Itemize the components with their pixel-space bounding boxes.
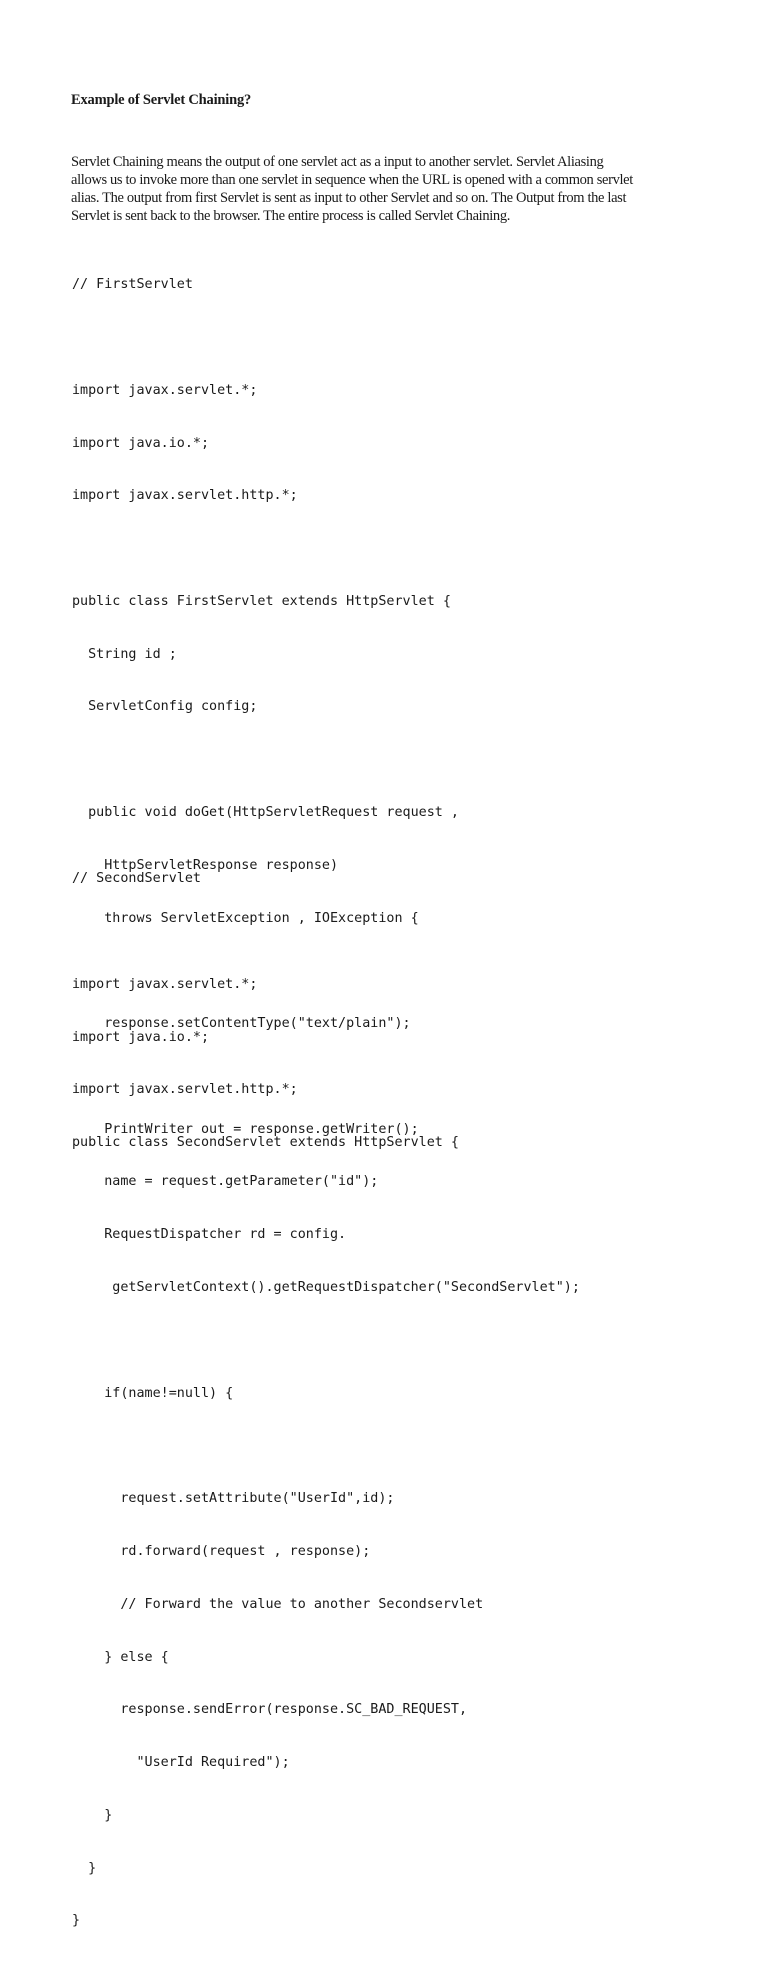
code-line: if(name!=null) {: [72, 1385, 234, 1401]
code-line: "UserId Required");: [72, 1755, 290, 1771]
document-title: Example of Servlet Chaining?: [71, 92, 252, 108]
code-line: }: [72, 1860, 97, 1876]
code-line: response.setContentType("text/plain");: [72, 1016, 411, 1032]
code-line: PrintWriter out = response.getWriter();: [72, 1121, 419, 1137]
code-line: public class FirstServlet extends HttpServlet {: [72, 593, 451, 609]
code-line: String id ;: [72, 646, 177, 662]
code-line: rd.forward(request , response);: [72, 1543, 371, 1559]
code-line: throws ServletException , IOException {: [72, 910, 419, 926]
code-line: [72, 329, 580, 347]
intro-line: allows us to invoke more than one servlet in sequence when the URL is opened with a common servlet: [71, 172, 633, 188]
code-line: [72, 540, 580, 558]
code-line: import java.io.*;: [72, 435, 210, 451]
code-line: } else {: [72, 1649, 169, 1665]
code-line: RequestDispatcher rd = config.: [72, 1227, 347, 1243]
code-line: // SecondServlet: [72, 871, 201, 887]
code-line: import javax.servlet.http.*;: [72, 1082, 298, 1098]
code-line: request.setAttribute("UserId",id);: [72, 1491, 395, 1507]
code-line: import javax.servlet.http.*;: [72, 488, 298, 504]
intro-line: alias. The output from first Servlet is sent as input to other Servlet and so on. The Output from the last: [71, 190, 627, 206]
code-line: response.sendError(response.SC_BAD_REQUEST,: [72, 1702, 468, 1718]
code-line: import javax.servlet.*;: [72, 976, 258, 992]
code-line: import java.io.*;: [72, 1029, 210, 1045]
code-line: [72, 923, 459, 941]
code-line: public class SecondServlet extends HttpServlet {: [72, 1135, 459, 1151]
code-line: getServletContext().getRequestDispatcher("SecondServlet");: [72, 1280, 580, 1296]
intro-line: Servlet is sent back to the browser. The entire process is called Servlet Chaining.: [71, 208, 510, 224]
code-line: name = request.getParameter("id");: [72, 1174, 379, 1190]
intro-line: Servlet Chaining means the output of one servlet act as a input to another servlet. Servlet Aliasing: [71, 154, 604, 170]
code-line: [72, 751, 580, 769]
second-servlet-code-block: [72, 835, 459, 1187]
code-line: // Forward the value to another Secondservlet: [72, 1596, 484, 1612]
code-line: }: [72, 1913, 81, 1929]
code-line: public void doGet(HttpServletRequest request ,: [72, 805, 459, 820]
code-line: [72, 1437, 580, 1455]
code-line: }: [72, 1807, 113, 1823]
code-line: HttpServletResponse response): [72, 857, 339, 873]
code-line: ServletConfig config;: [72, 699, 258, 715]
code-line: import javax.servlet.*;: [72, 382, 258, 398]
code-line: // FirstServlet: [72, 277, 193, 293]
intro-paragraph: [71, 153, 711, 225]
code-line: [72, 1332, 580, 1350]
